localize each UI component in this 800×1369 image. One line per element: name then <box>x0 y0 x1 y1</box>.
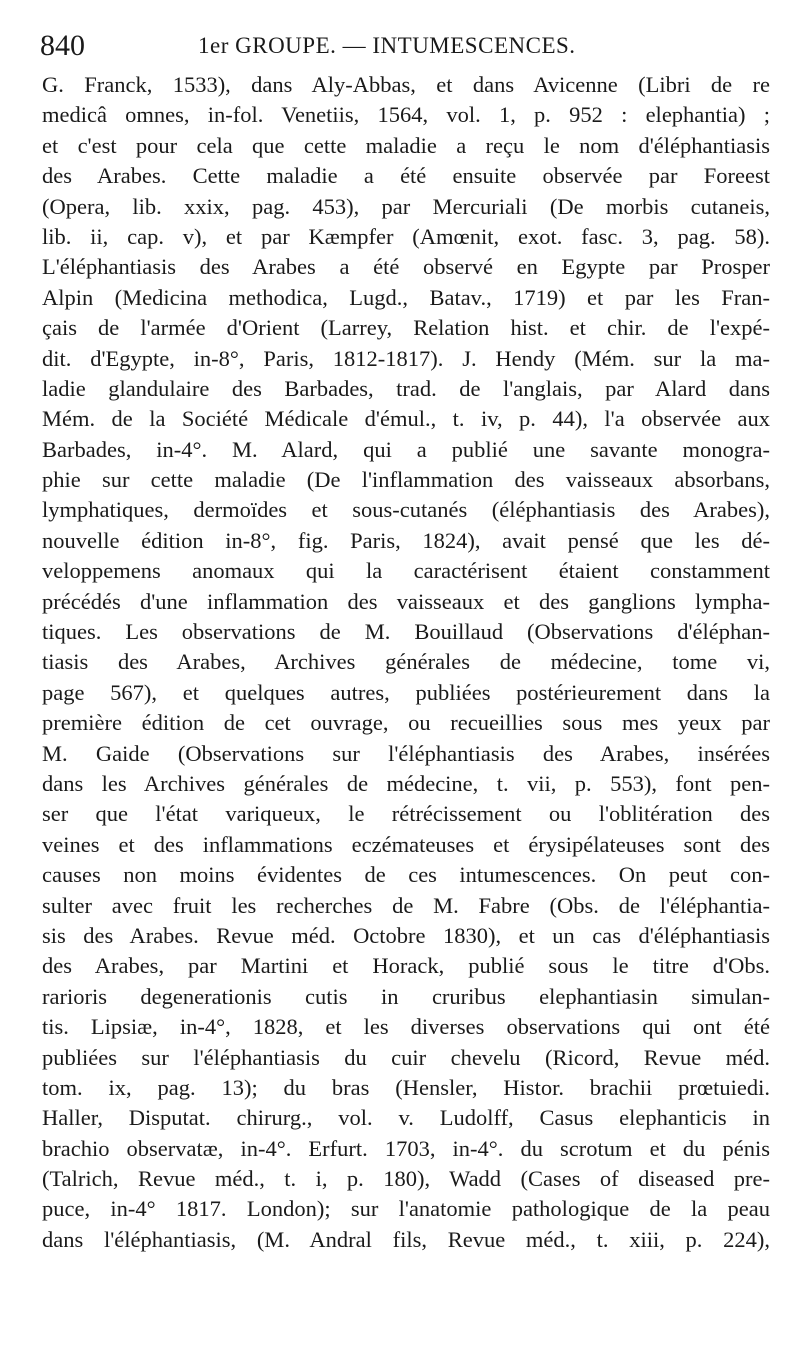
text-line: veloppemens anomaux qui la caractérisent étaient constamment <box>42 558 770 584</box>
text-line: (Talrich, Revue méd., t. i, p. 180), Wadd (Cases of diseased pre- <box>42 1166 770 1192</box>
text-line: et c'est pour cela que cette maladie a reçu le nom d'éléphantiasis <box>42 132 770 158</box>
text-line: puce, in-4° 1817. London); sur l'anatomie pathologique de la peau <box>42 1196 770 1222</box>
text-line: veines et des inflammations eczémateuses et érysipélateuses sont des <box>42 831 770 857</box>
text-line: medicâ omnes, in-fol. Venetiis, 1564, vol. 1, p. 952 : elephantia) ; <box>42 102 770 128</box>
body-text <box>42 70 770 1255</box>
text-line: rarioris degenerationis cutis in cruribus elephantiasin simulan- <box>42 983 770 1009</box>
text-line: Alpin (Medicina methodica, Lugd., Batav., 1719) et par les Fran- <box>42 284 770 310</box>
text-line: Haller, Disputat. chirurg., vol. v. Ludolff, Casus elephanticis in <box>42 1105 770 1131</box>
page-number: 840 <box>40 29 85 62</box>
text-line: des Arabes, par Martini et Horack, publié sous le titre d'Obs. <box>42 953 770 979</box>
text-line: dans les Archives générales de médecine, t. vii, p. 553), font pen- <box>42 770 770 796</box>
text-line: çais de l'armée d'Orient (Larrey, Relation hist. et chir. de l'expé- <box>42 315 770 341</box>
text-line: dans l'éléphantiasis, (M. Andral fils, Revue méd., t. xiii, p. 224), <box>42 1226 770 1252</box>
text-line: lib. ii, cap. v), et par Kæmpfer (Amœnit, exot. fasc. 3, pag. 58). <box>42 223 770 249</box>
text-line: Barbades, in-4°. M. Alard, qui a publié une savante monogra- <box>42 436 770 462</box>
page-header <box>40 26 770 66</box>
text-line: tis. Lipsiæ, in-4°, 1828, et les diverses observations qui ont été <box>42 1014 770 1040</box>
text-line: précédés d'une inflammation des vaisseaux et des ganglions lympha- <box>42 588 770 614</box>
text-line: sis des Arabes. Revue méd. Octobre 1830), et un cas d'éléphantiasis <box>42 922 770 948</box>
text-line: ladie glandulaire des Barbades, trad. de l'anglais, par Alard dans <box>42 375 770 401</box>
text-line: Mém. de la Société Médicale d'émul., t. iv, p. 44), l'a observée aux <box>42 406 770 432</box>
text-line: première édition de cet ouvrage, ou recueillies sous mes yeux par <box>42 710 770 736</box>
text-line: phie sur cette maladie (De l'inflammation des vaisseaux absorbans, <box>42 467 770 493</box>
text-line: M. Gaide (Observations sur l'éléphantiasis des Arabes, insérées <box>42 740 770 766</box>
text-line: nouvelle édition in-8°, fig. Paris, 1824), avait pensé que les dé- <box>42 527 770 553</box>
text-line: page 567), et quelques autres, publiées postérieurement dans la <box>42 679 770 705</box>
text-line: tiasis des Arabes, Archives générales de médecine, tome vi, <box>42 649 770 675</box>
text-line: causes non moins évidentes de ces intumescences. On peut con- <box>42 862 770 888</box>
text-line: sulter avec fruit les recherches de M. Fabre (Obs. de l'éléphantia- <box>42 892 770 918</box>
text-line: publiées sur l'éléphantiasis du cuir chevelu (Ricord, Revue méd. <box>42 1044 770 1070</box>
text-line: ser que l'état variqueux, le rétrécissement ou l'oblitération des <box>42 801 770 827</box>
text-line: G. Franck, 1533), dans Aly-Abbas, et dans Avicenne (Libri de re <box>42 72 770 97</box>
text-line: brachio observatæ, in-4°. Erfurt. 1703, in-4°. du scrotum et du pénis <box>42 1135 770 1161</box>
text-line: tom. ix, pag. 13); du bras (Hensler, Histor. brachii prœtuiedi. <box>42 1074 770 1100</box>
text-line: L'éléphantiasis des Arabes a été observé en Egypte par Prosper <box>42 254 770 280</box>
running-head: 1er GROUPE. — INTUMESCENCES. <box>198 33 576 58</box>
text-line: lymphatiques, dermoïdes et sous-cutanés (éléphantiasis des Arabes), <box>42 497 770 523</box>
text-line: tiques. Les observations de M. Bouillaud (Observations d'éléphan- <box>42 619 770 645</box>
text-line: (Opera, lib. xxix, pag. 453), par Mercuriali (De morbis cutaneis, <box>42 193 770 219</box>
text-line: dit. d'Egypte, in-8°, Paris, 1812-1817). J. Hendy (Mém. sur la ma- <box>42 345 770 371</box>
text-line: des Arabes. Cette maladie a été ensuite observée par Foreest <box>42 163 770 189</box>
